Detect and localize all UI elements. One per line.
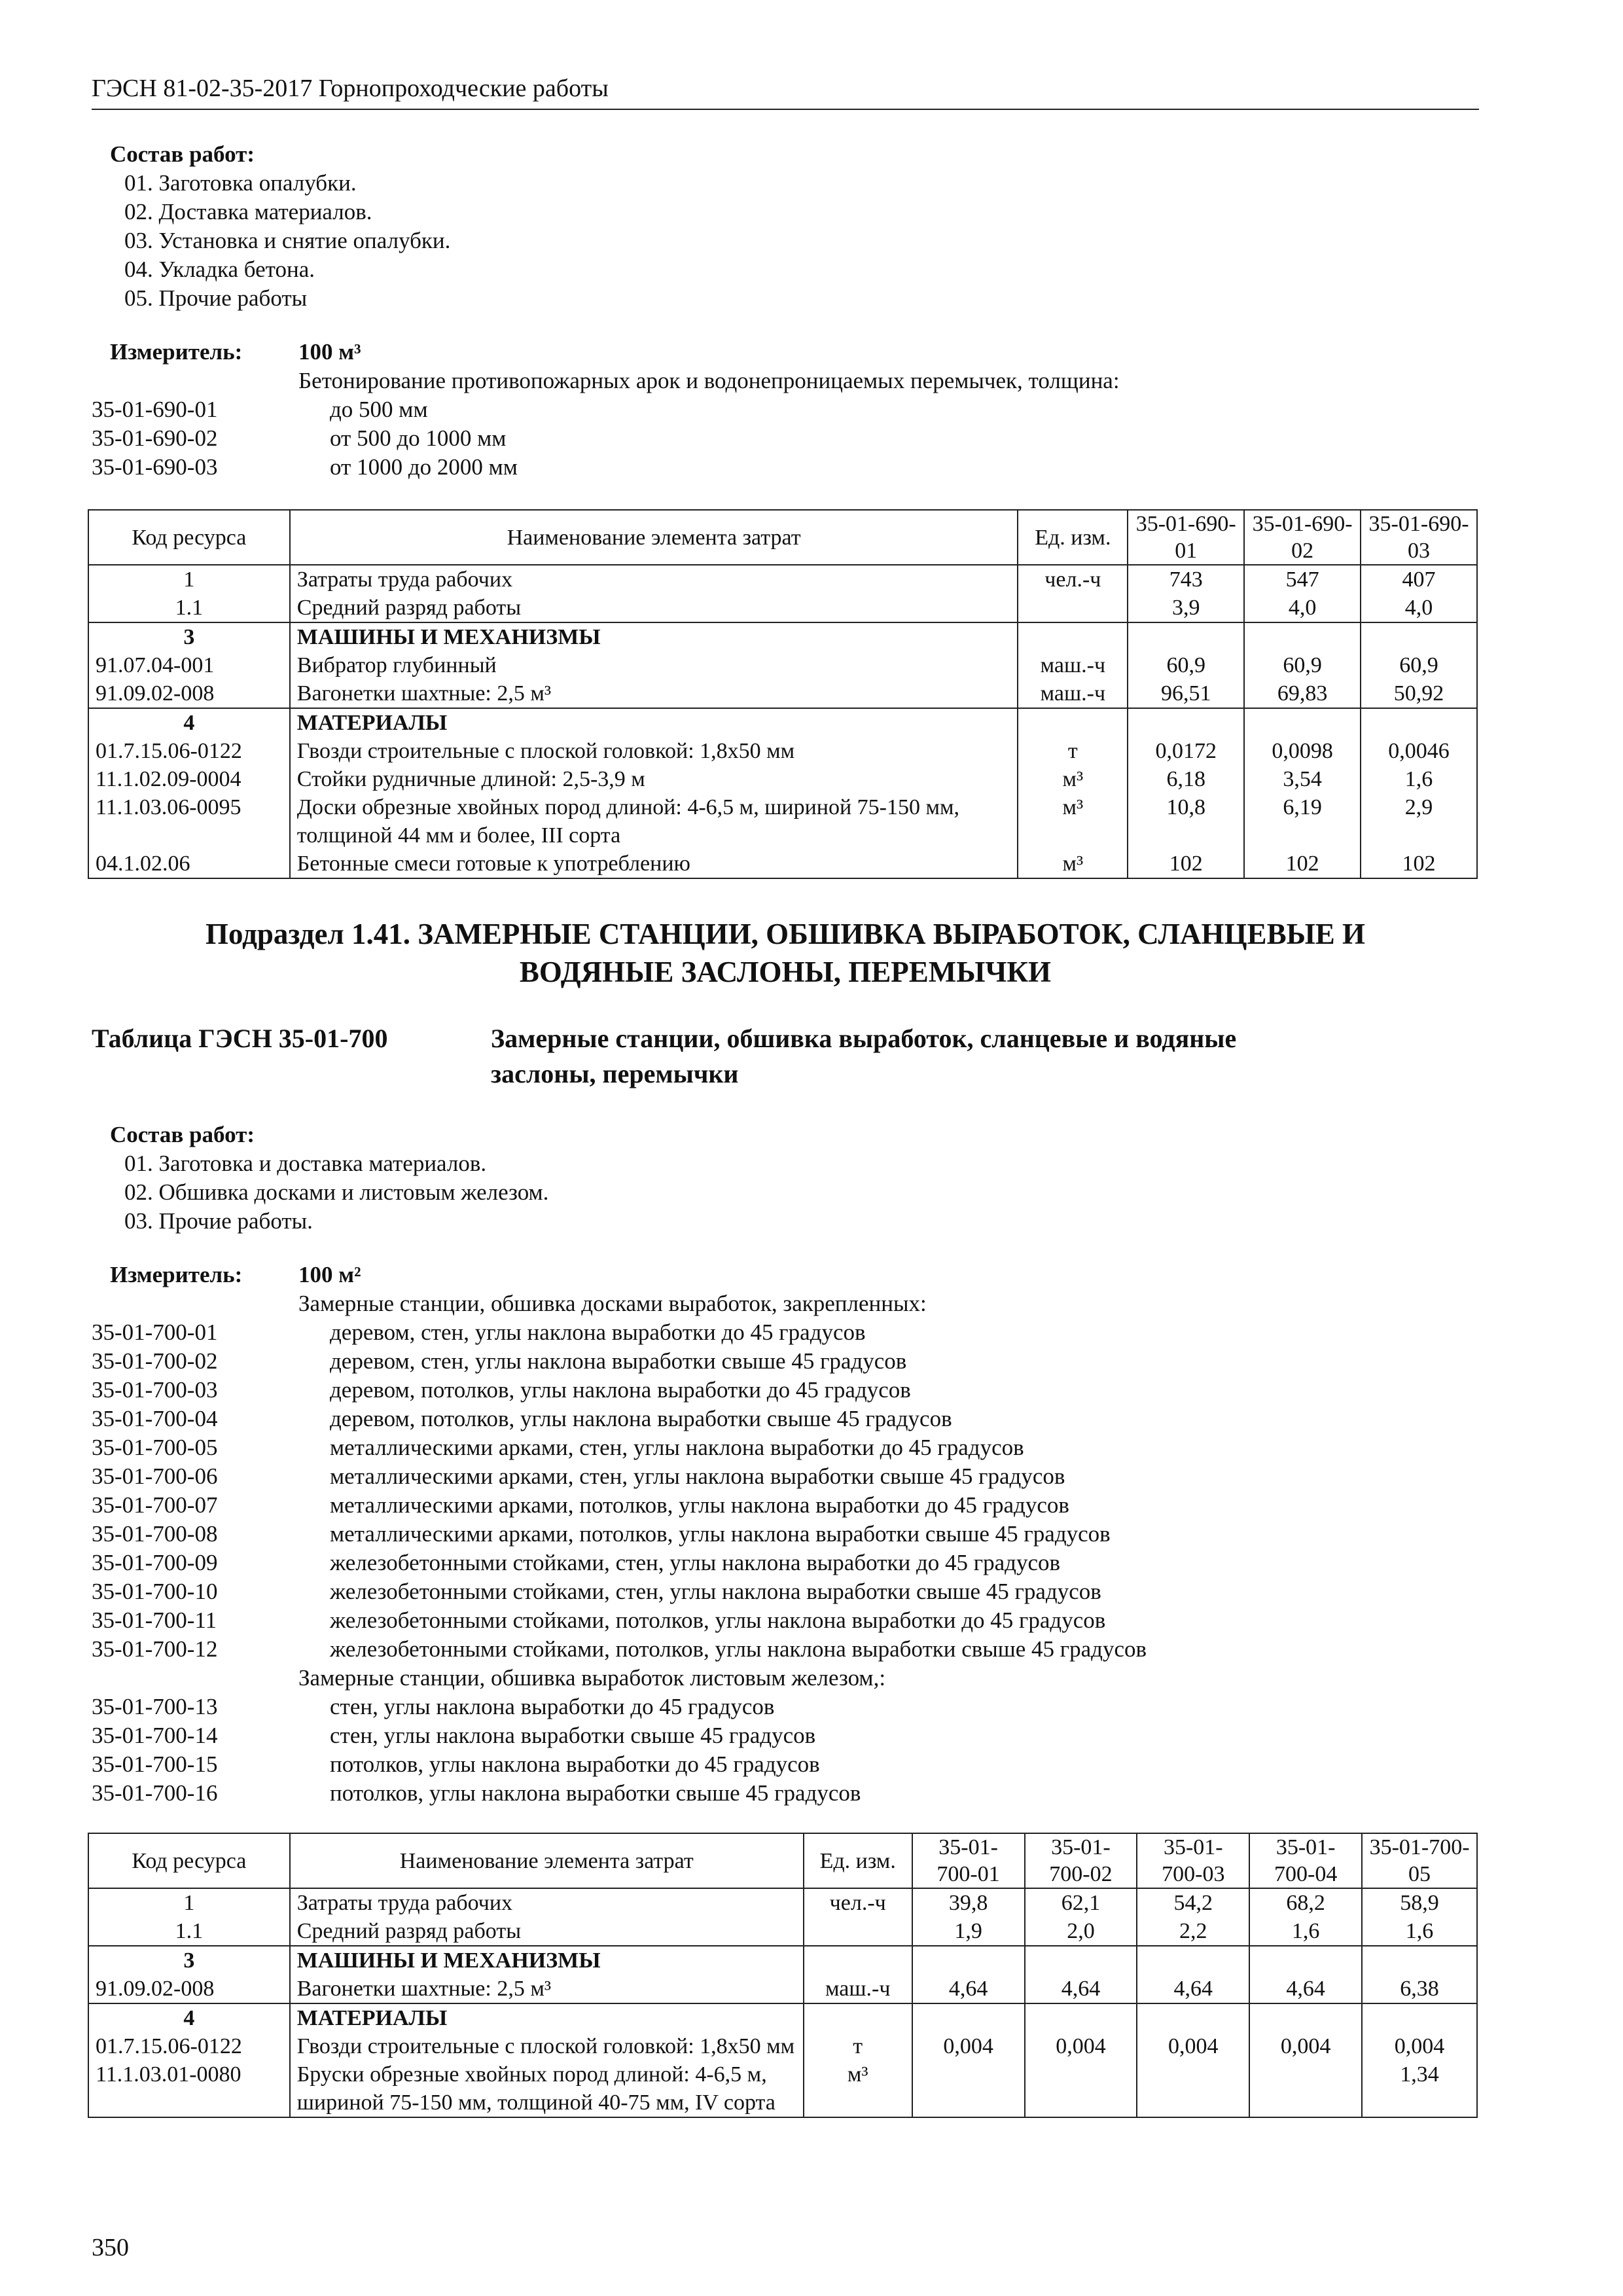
- measure-code: 35-01-700-01: [92, 1319, 218, 1345]
- th-name: Наименование элемента затрат: [290, 1833, 804, 1888]
- cell-value: 2,9: [1361, 793, 1477, 850]
- cell-code: 4: [88, 2003, 290, 2032]
- work-list-1: [124, 169, 450, 313]
- work-item: 04. Укладка бетона.: [124, 257, 315, 282]
- cell-code: 01.7.15.06-0122: [88, 2032, 290, 2060]
- measure-desc: деревом, потолков, углы наклона выработки до 45 градусов: [330, 1377, 911, 1403]
- measure-desc: деревом, потолков, углы наклона выработки свыше 45 градусов: [330, 1406, 952, 1431]
- cell-unit: чел.-ч: [804, 1888, 912, 1917]
- cell-code: 11.1.03.06-0095: [88, 793, 290, 850]
- cell-code: 11.1.03.01-0080: [88, 2060, 290, 2117]
- th-unit: Ед. изм.: [1018, 510, 1128, 565]
- work-item: 02. Доставка материалов.: [124, 199, 372, 224]
- table-row: [88, 565, 1477, 594]
- measure-code: 35-01-690-03: [92, 454, 218, 480]
- measure-desc: стен, углы наклона выработки свыше 45 градусов: [330, 1723, 816, 1748]
- cell-value: 69,83: [1244, 679, 1361, 708]
- work-item: 05. Прочие работы: [124, 285, 308, 311]
- measure-intro: Замерные станции, обшивка выработок листовым железом,:: [298, 1665, 886, 1691]
- cell-code: 91.07.04-001: [88, 651, 290, 679]
- cell-code: 1: [88, 565, 290, 594]
- cell-group-title: МАШИНЫ И МЕХАНИЗМЫ: [290, 622, 1018, 651]
- cell-value: 4,64: [1137, 1975, 1249, 2003]
- cell-value: 0,004: [1249, 2032, 1362, 2060]
- cell-value: 39,8: [912, 1888, 1025, 1917]
- cell-value: [912, 2060, 1025, 2117]
- work-item: 03. Установка и снятие опалубки.: [124, 228, 451, 253]
- measure-desc: металлическими арками, потолков, углы наклона выработки свыше 45 градусов: [330, 1521, 1111, 1547]
- th-col: 35-01-690-02: [1244, 510, 1361, 565]
- cell-name: Стойки рудничные длиной: 2,5-3,9 м: [290, 765, 1018, 793]
- cell-code: 3: [88, 1946, 290, 1975]
- table-row: [88, 850, 1477, 878]
- resource-table-2: [88, 1833, 1478, 2118]
- cell-value: 6,18: [1128, 765, 1244, 793]
- sostav-label-2: Состав работ:: [110, 1122, 255, 1147]
- measure-desc: стен, углы наклона выработки до 45 градусов: [330, 1694, 775, 1719]
- th-col: 35-01-690-03: [1361, 510, 1477, 565]
- table-label: Таблица ГЭСН 35-01-700: [92, 1024, 388, 1053]
- cell-value: 60,9: [1361, 651, 1477, 679]
- work-list-2: [124, 1149, 548, 1236]
- work-item: 01. Заготовка опалубки.: [124, 170, 357, 196]
- cell-value: 96,51: [1128, 679, 1244, 708]
- table-row: [88, 1975, 1477, 2003]
- th-code: Код ресурса: [88, 1833, 290, 1888]
- cell-value: 1,34: [1362, 2060, 1477, 2117]
- measure-desc: железобетонными стойками, потолков, углы наклона выработки до 45 градусов: [330, 1607, 1106, 1633]
- cell-code: 91.09.02-008: [88, 1975, 290, 2003]
- cell-unit: маш.-ч: [1018, 651, 1128, 679]
- measure-desc: от 500 до 1000 мм: [330, 425, 507, 451]
- table-row: [88, 765, 1477, 793]
- th-col: 35-01-700-01: [912, 1833, 1025, 1888]
- measure-code: 35-01-700-09: [92, 1550, 218, 1575]
- cell-value: 102: [1244, 850, 1361, 878]
- sostav-label-1: Состав работ:: [110, 141, 255, 167]
- cell-name: Вагонетки шахтные: 2,5 м³: [290, 1975, 804, 2003]
- cell-value: 0,0098: [1244, 737, 1361, 765]
- th-col: 35-01-700-04: [1249, 1833, 1362, 1888]
- page-number: 350: [92, 2234, 129, 2261]
- cell-value: 0,004: [1137, 2032, 1249, 2060]
- cell-group-title: МАТЕРИАЛЫ: [290, 708, 1018, 737]
- cell-value: 1,9: [912, 1917, 1025, 1946]
- cell-unit: м³: [1018, 850, 1128, 878]
- cell-name: Доски обрезные хвойных пород длиной: 4-6,5 м, шириной 75-150 мм, толщиной 44 мм и более, III сорта: [290, 793, 1018, 850]
- cell-value: 4,64: [1025, 1975, 1137, 2003]
- subsection-title-line: ВОДЯНЫЕ ЗАСЛОНЫ, ПЕРЕМЫЧКИ: [519, 956, 1052, 988]
- cell-value: 4,64: [1249, 1975, 1362, 2003]
- cell-code: 1: [88, 1888, 290, 1917]
- cell-unit: [804, 1917, 912, 1946]
- th-code: Код ресурса: [88, 510, 290, 565]
- th-col: 35-01-700-03: [1137, 1833, 1249, 1888]
- subsection-title: [92, 915, 1479, 991]
- cell-value: 0,004: [1362, 2032, 1477, 2060]
- cell-value: 68,2: [1249, 1888, 1362, 1917]
- cell-value: 2,2: [1137, 1917, 1249, 1946]
- measure-code: 35-01-700-08: [92, 1521, 218, 1547]
- table-name-line: Замерные станции, обшивка выработок, сланцевые и водяные: [491, 1024, 1237, 1053]
- cell-name: Вагонетки шахтные: 2,5 м³: [290, 679, 1018, 708]
- cell-code: 1.1: [88, 594, 290, 622]
- cell-name: Затраты труда рабочих: [290, 565, 1018, 594]
- cell-unit: т: [1018, 737, 1128, 765]
- cell-name: Бруски обрезные хвойных пород длиной: 4-6,5 м, шириной 75-150 мм, толщиной 40-75 мм, IV сорта: [290, 2060, 804, 2117]
- table-row: [88, 651, 1477, 679]
- table-row: [88, 793, 1477, 850]
- th-col: 35-01-690-01: [1128, 510, 1244, 565]
- cell-unit: маш.-ч: [1018, 679, 1128, 708]
- table-row: [88, 2032, 1477, 2060]
- measure-intro: Замерные станции, обшивка досками выработок, закрепленных:: [298, 1291, 927, 1316]
- table-row: [88, 1946, 1477, 1975]
- cell-value: [1025, 2060, 1137, 2117]
- measure-desc: потолков, углы наклона выработки свыше 45 градусов: [330, 1780, 861, 1806]
- izmeritel-label-2: Измеритель:: [110, 1262, 243, 1287]
- cell-value: 0,004: [1025, 2032, 1137, 2060]
- cell-value: 3,9: [1128, 594, 1244, 622]
- cell-name: Вибратор глубинный: [290, 651, 1018, 679]
- cell-code: 04.1.02.06: [88, 850, 290, 878]
- cell-code: 4: [88, 708, 290, 737]
- table-row: [88, 737, 1477, 765]
- table-row: [88, 1888, 1477, 1917]
- cell-value: 60,9: [1244, 651, 1361, 679]
- cell-value: 547: [1244, 565, 1361, 594]
- cell-name: Гвозди строительные с плоской головкой: 1,8х50 мм: [290, 2032, 804, 2060]
- cell-value: 4,0: [1244, 594, 1361, 622]
- measure-code: 35-01-700-06: [92, 1463, 218, 1489]
- measure-code: 35-01-690-01: [92, 397, 218, 422]
- cell-value: 2,0: [1025, 1917, 1137, 1946]
- table-row: [88, 679, 1477, 708]
- measure-desc: до 500 мм: [330, 397, 428, 422]
- cell-name: Бетонные смеси готовые к употреблению: [290, 850, 1018, 878]
- cell-value: 0,004: [912, 2032, 1025, 2060]
- measure-block-1: [92, 338, 1479, 482]
- measure-intro-1: Бетонирование противопожарных арок и водонепроницаемых перемычек, толщина:: [298, 368, 1120, 393]
- cell-group-title: МАТЕРИАЛЫ: [290, 2003, 804, 2032]
- cell-code: 01.7.15.06-0122: [88, 737, 290, 765]
- cell-value: [1249, 2060, 1362, 2117]
- running-header: ГЭСН 81-02-35-2017 Горнопроходческие работы: [92, 73, 1479, 110]
- cell-value: 62,1: [1025, 1888, 1137, 1917]
- subsection-title-line: Подраздел 1.41. ЗАМЕРНЫЕ СТАНЦИИ, ОБШИВКА ВЫРАБОТОК, СЛАНЦЕВЫЕ И: [205, 918, 1366, 950]
- cell-name: Средний разряд работы: [290, 1917, 804, 1946]
- cell-value: 743: [1128, 565, 1244, 594]
- measure-code: 35-01-700-02: [92, 1348, 218, 1374]
- measure-desc: деревом, стен, углы наклона выработки до 45 градусов: [330, 1319, 866, 1345]
- cell-unit: т: [804, 2032, 912, 2060]
- measure-code: 35-01-700-07: [92, 1492, 218, 1518]
- cell-value: 102: [1128, 850, 1244, 878]
- cell-value: 6,19: [1244, 793, 1361, 850]
- cell-value: 0,0046: [1361, 737, 1477, 765]
- measure-desc: деревом, стен, углы наклона выработки свыше 45 градусов: [330, 1348, 907, 1374]
- cell-code: 1.1: [88, 1917, 290, 1946]
- measure-code: 35-01-700-11: [92, 1607, 217, 1633]
- cell-value: 6,38: [1362, 1975, 1477, 2003]
- cell-value: 102: [1361, 850, 1477, 878]
- cell-value: 1,6: [1361, 765, 1477, 793]
- measure-code: 35-01-700-05: [92, 1435, 218, 1460]
- izmeritel-value-1: 100 м³: [298, 339, 361, 365]
- work-item: 01. Заготовка и доставка материалов.: [124, 1151, 487, 1176]
- measure-code: 35-01-700-03: [92, 1377, 218, 1403]
- table-name: [491, 1021, 1236, 1092]
- measure-desc: металлическими арками, стен, углы наклона выработки до 45 градусов: [330, 1435, 1024, 1460]
- cell-value: 60,9: [1128, 651, 1244, 679]
- cell-code: 3: [88, 622, 290, 651]
- th-unit: Ед. изм.: [804, 1833, 912, 1888]
- cell-value: 1,6: [1362, 1917, 1477, 1946]
- th-col: 35-01-700-02: [1025, 1833, 1137, 1888]
- cell-value: 4,64: [912, 1975, 1025, 2003]
- table-row: [88, 2060, 1477, 2117]
- measure-code: 35-01-690-02: [92, 425, 218, 451]
- cell-code: 91.09.02-008: [88, 679, 290, 708]
- cell-name: Средний разряд работы: [290, 594, 1018, 622]
- cell-value: 0,0172: [1128, 737, 1244, 765]
- work-item: 02. Обшивка досками и листовым железом.: [124, 1179, 549, 1205]
- resource-table-1: [88, 509, 1478, 879]
- cell-unit: м³: [1018, 765, 1128, 793]
- measure-code: 35-01-700-14: [92, 1723, 218, 1748]
- measure-desc: потолков, углы наклона выработки до 45 градусов: [330, 1751, 820, 1777]
- cell-name: Гвозди строительные с плоской головкой: 1,8х50 мм: [290, 737, 1018, 765]
- cell-code: 11.1.02.09-0004: [88, 765, 290, 793]
- table-name-line: заслоны, перемычки: [491, 1059, 739, 1088]
- measure-code: 35-01-700-16: [92, 1780, 218, 1806]
- cell-value: 10,8: [1128, 793, 1244, 850]
- cell-value: 1,6: [1249, 1917, 1362, 1946]
- measure-desc: железобетонными стойками, стен, углы наклона выработки до 45 градусов: [330, 1550, 1061, 1575]
- table-row: [88, 1917, 1477, 1946]
- measure-code: 35-01-700-04: [92, 1406, 218, 1431]
- measure-block-2: [92, 1261, 1479, 1808]
- cell-value: 407: [1361, 565, 1477, 594]
- cell-unit: чел.-ч: [1018, 565, 1128, 594]
- th-col: 35-01-700-05: [1362, 1833, 1477, 1888]
- measure-code: 35-01-700-10: [92, 1579, 218, 1604]
- cell-value: 58,9: [1362, 1888, 1477, 1917]
- cell-value: [1137, 2060, 1249, 2117]
- table-row: [88, 2003, 1477, 2032]
- cell-value: 3,54: [1244, 765, 1361, 793]
- cell-group-title: МАШИНЫ И МЕХАНИЗМЫ: [290, 1946, 804, 1975]
- th-name: Наименование элемента затрат: [290, 510, 1018, 565]
- measure-code: 35-01-700-13: [92, 1694, 218, 1719]
- measure-desc: металлическими арками, потолков, углы наклона выработки до 45 градусов: [330, 1492, 1069, 1518]
- izmeritel-value-2: 100 м²: [298, 1262, 361, 1287]
- cell-unit: [1018, 594, 1128, 622]
- cell-unit: маш.-ч: [804, 1975, 912, 2003]
- cell-unit: м³: [1018, 793, 1128, 850]
- table-row: [88, 594, 1477, 622]
- measure-code: 35-01-700-12: [92, 1636, 218, 1662]
- measure-desc: железобетонными стойками, стен, углы наклона выработки свыше 45 градусов: [330, 1579, 1101, 1604]
- cell-value: 4,0: [1361, 594, 1477, 622]
- table-row: [88, 708, 1477, 737]
- measure-code: 35-01-700-15: [92, 1751, 218, 1777]
- cell-unit: м³: [804, 2060, 912, 2117]
- cell-value: 54,2: [1137, 1888, 1249, 1917]
- measure-desc: металлическими арками, стен, углы наклона выработки свыше 45 градусов: [330, 1463, 1065, 1489]
- cell-name: Затраты труда рабочих: [290, 1888, 804, 1917]
- table-row: [88, 622, 1477, 651]
- izmeritel-label-1: Измеритель:: [110, 339, 243, 365]
- measure-desc: от 1000 до 2000 мм: [330, 454, 518, 480]
- measure-desc: железобетонными стойками, потолков, углы наклона выработки свыше 45 градусов: [330, 1636, 1147, 1662]
- cell-value: 50,92: [1361, 679, 1477, 708]
- work-item: 03. Прочие работы.: [124, 1208, 313, 1234]
